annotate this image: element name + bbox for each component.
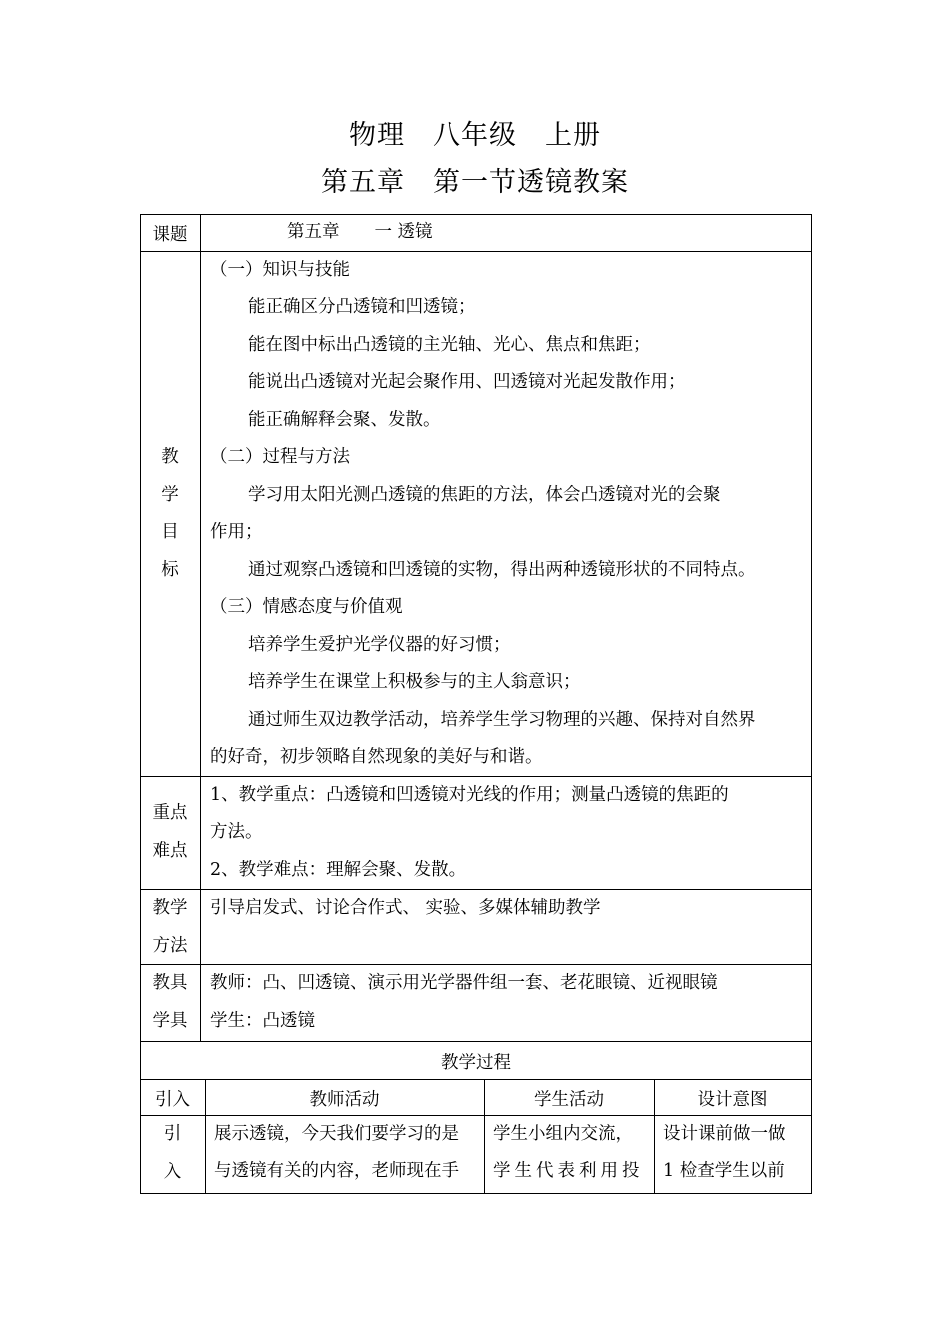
topic-content: 第五章 一 透镜 [287,222,433,242]
design-intent-line: 1 检查学生以前 [663,1161,785,1181]
objectives-line: 培养学生在课堂上积极参与的主人翁意识； [248,672,581,692]
objectives-line: 培养学生爱护光学仪器的好习惯； [248,635,511,655]
lesson-plan-table [140,214,812,1194]
tools-line: 学生：凸透镜 [210,1011,315,1031]
process-header-teacher: 教师活动 [309,1090,380,1110]
process-header-design: 设计意图 [697,1090,768,1110]
objectives-heading-process: （二）过程与方法 [210,447,350,467]
design-intent-line: 设计课前做一做 [663,1124,786,1144]
objectives-line: 能正确解释会聚、发散。 [248,410,441,430]
objectives-line: 的好奇，初步领略自然现象的美好与和谐。 [210,747,543,767]
key-point-line: 2、教学难点：理解会聚、发散。 [210,860,467,880]
key-point-line: 1、教学重点：凸透镜和凹透镜对光线的作用；测量凸透镜的焦距的 [210,785,729,805]
key-points-label: 重点 难点 [152,803,188,861]
objectives-line: 学习用太阳光测凸透镜的焦距的方法，体会凸透镜对光的会聚 [248,485,721,505]
method-content: 引导启发式、讨论合作式、 实验、多媒体辅助教学 [210,898,601,918]
student-activity-line: 学生小组内交流， [493,1124,633,1144]
tools-line: 教师：凸、凹透镜、演示用光学器件组一套、老花眼镜、近视眼镜 [210,973,718,993]
teacher-activity-line: 与透镜有关的内容，老师现在手 [214,1161,459,1181]
objectives-line: 能正确区分凸透镜和凹透镜； [248,297,476,317]
teacher-activity-line: 展示透镜，今天我们要学习的是 [214,1124,459,1144]
topic-label: 课题 [152,225,188,245]
document-title: 物理 八年级 上册 [349,120,601,151]
process-title: 教学过程 [441,1053,511,1073]
process-row-label: 引 入 [163,1124,182,1182]
tools-label: 教具 学具 [152,973,188,1031]
document-subtitle: 第五章 第一节透镜教案 [321,167,629,198]
student-activity-line: 学生代表利用投 [493,1161,644,1181]
objectives-label: 教 学 目 标 [161,447,179,580]
objectives-heading-knowledge: （一）知识与技能 [210,260,350,280]
objectives-line: 能在图中标出凸透镜的主光轴、光心、焦点和焦距； [248,335,651,355]
objectives-line: 能说出凸透镜对光起会聚作用、凹透镜对光起发散作用； [248,372,686,392]
process-header-student: 学生活动 [534,1090,604,1110]
objectives-line: 通过师生双边教学活动，培养学生学习物理的兴趣、保持对自然界 [248,710,756,730]
objectives-line: 作用； [210,522,263,542]
process-header-intro: 引入 [155,1090,190,1110]
objectives-line: 通过观察凸透镜和凹透镜的实物，得出两种透镜形状的不同特点。 [248,560,756,580]
objectives-heading-attitude: （三）情感态度与价值观 [210,597,403,617]
method-label: 教学 方法 [152,898,188,956]
key-point-line: 方法。 [210,822,263,842]
